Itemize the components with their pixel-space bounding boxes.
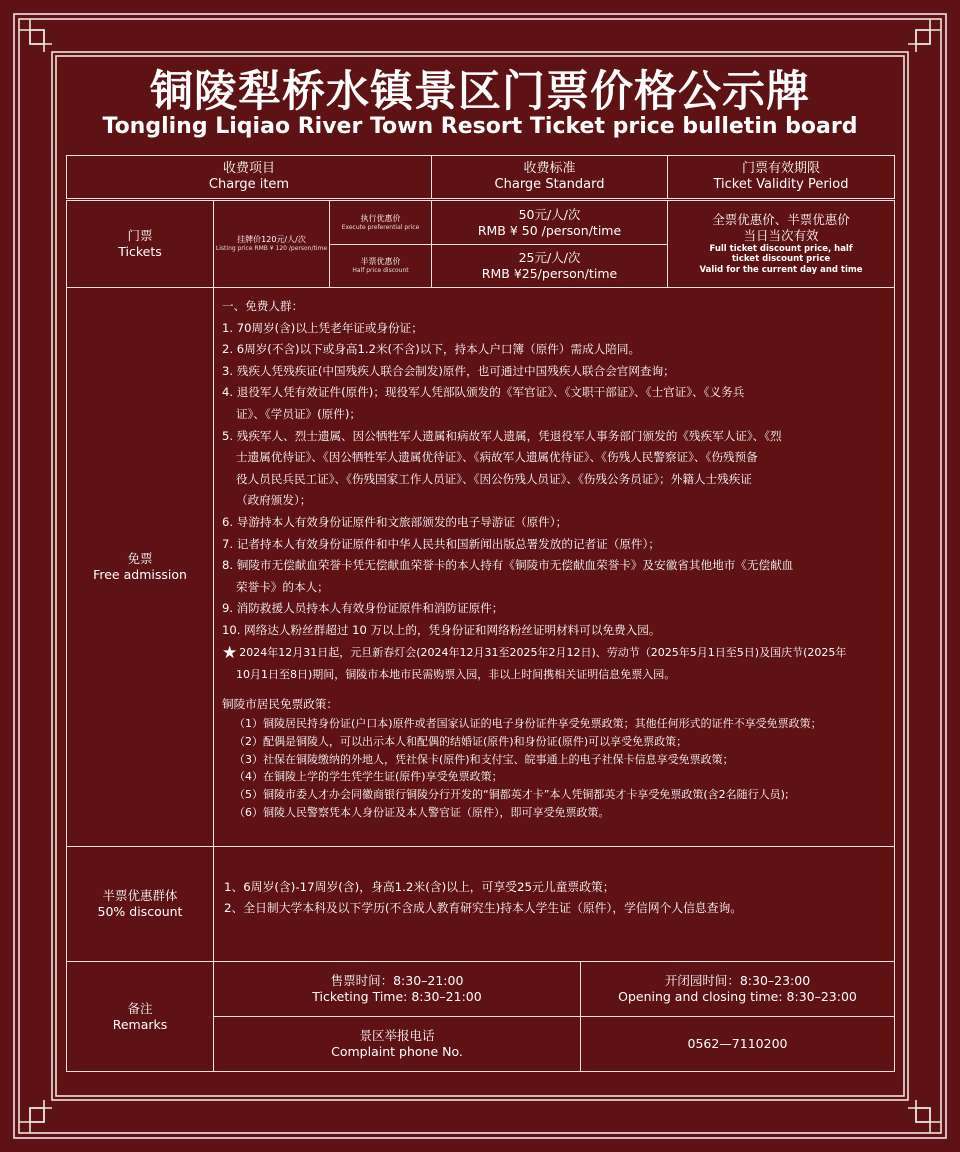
validity-en-2: ticket discount price xyxy=(731,254,831,265)
header-charge-item-cn: 收费项目 xyxy=(222,160,275,176)
complaint-phone xyxy=(580,1016,895,1072)
validity-en-1: Full ticket discount price, half xyxy=(709,243,853,254)
resident-policy: （2）配偶是铜陵人，可以出示本人和配偶的结婚证(原件)和身份证(原件)可以享受免票政策； xyxy=(234,734,688,748)
listing-price-cn: 挂牌价120元/人/次 xyxy=(237,235,306,245)
free-label-en: Free admission xyxy=(93,567,187,582)
listing-price xyxy=(213,200,330,288)
header-charge-item-en: Charge item xyxy=(208,177,290,192)
half-discount-content xyxy=(213,846,895,962)
free-item: 1. 70周岁(含)以上凭老年证或身份证； xyxy=(222,320,423,335)
header-charge-item xyxy=(66,155,432,199)
free-admission-content xyxy=(213,287,895,847)
half-discount-item: 2、全日制大学本科及以下学历(不含成人教育研究生)持本人学生证（原件），学信网个人信息查询。 xyxy=(224,900,743,915)
preferential-price-en: RMB ¥ 50 /person/time xyxy=(477,222,622,238)
spacer xyxy=(222,686,884,694)
tickets-label-cn: 门票 xyxy=(127,228,153,244)
preferential-label-en: Execute preferential price xyxy=(341,223,420,231)
half-discount-label-en: 50% discount xyxy=(97,904,183,919)
holiday-notice xyxy=(222,642,884,664)
complaint-label xyxy=(213,1016,581,1072)
tickets-label xyxy=(66,200,214,288)
preferential-label xyxy=(329,200,432,245)
header-charge-standard xyxy=(431,155,668,199)
opening-time-cn: 开闭园时间：8:30–23:00 xyxy=(664,973,811,989)
page-subtitle: Tongling Liqiao River Town Resort Ticket price bulletin board xyxy=(102,114,858,139)
free-item: 2. 6周岁(不含)以下或身高1.2米(不含)以下，持本人户口簿（原件）需成人陪同。 xyxy=(222,342,641,357)
preferential-price xyxy=(431,200,668,245)
free-item: 3. 残疾人凭残疾证(中国残疾人联合会制发)原件，也可通过中国残疾人联合会官网查询； xyxy=(222,363,675,378)
complaint-phone-number: 0562—7110200 xyxy=(687,1036,788,1052)
validity-cn-2: 当日当次有效 xyxy=(743,228,819,244)
header-validity-en: Ticket Validity Period xyxy=(713,177,849,192)
resident-policy: （5）铜陵市委人才办会同徽商银行铜陵分行开发的“铜都英才卡”本人凭铜都英才卡享受免票政策(含2名随行人员); xyxy=(234,788,789,802)
free-item: 10. 网络达人粉丝群超过 10 万以上的，凭身份证和网络粉丝证明材料可以免费入园。 xyxy=(222,622,661,637)
half-price-en: RMB ¥25/person/time xyxy=(481,266,618,281)
remarks-label-en: Remarks xyxy=(112,1016,168,1032)
ticketing-time-cn: 售票时间：8:30–21:00 xyxy=(330,973,464,989)
free-item: 8. 铜陵市无偿献血荣誉卡凭无偿献血荣誉卡的本人持有《铜陵市无偿献血荣誉卡》及安徽省其他地市《无偿献血 xyxy=(222,558,794,573)
free-item: 荣誉卡》的本人； xyxy=(236,579,329,594)
complaint-label-cn: 景区举报电话 xyxy=(359,1028,435,1044)
half-price xyxy=(431,244,668,288)
star-icon: ★ xyxy=(222,642,238,663)
header-validity-cn: 门票有效期限 xyxy=(741,160,820,176)
free-item: （政府颁发）； xyxy=(236,493,312,508)
free-admission-label xyxy=(66,287,214,847)
half-price-label-cn: 半票优惠价 xyxy=(360,257,401,267)
free-item: 士遗属优待证》、《因公牺牲军人遗属优待证》、《病故军人遗属优待证》、《伤残人民警察证》、《伤残预备 xyxy=(236,450,758,465)
half-price-label xyxy=(329,244,432,288)
free-item: 9. 消防救援人员持本人有效身份证原件和消防证原件； xyxy=(222,601,504,616)
ticketing-time xyxy=(213,961,581,1017)
resident-policy: （1）铜陵居民持身份证(户口本)原件或者国家认证的电子身份证件享受免票政策；其他任何形式的证件不享受免票政策； xyxy=(234,717,822,731)
holiday-notice-line1: 2024年12月31日起，元旦新春灯会(2024年12月31至2025年2月12日)、劳动节（2025年5月1日至5日)及国庆节(2025年 xyxy=(239,645,847,659)
half-price-label-en: Half price discount xyxy=(352,267,409,275)
holiday-notice-line2: 10月1日至8日)期间，铜陵市本地市民需购票入园，非以上时间携相关证明信息免票入园。 xyxy=(236,667,676,681)
header-charge-standard-cn: 收费标准 xyxy=(523,160,576,176)
half-discount-label-cn: 半票优惠群体 xyxy=(102,888,178,904)
free-item: 役人员民兵民工证》、《伤残国家工作人员证》、《因公伤残人员证》、《伤残公务员证》；外籍人士残疾证 xyxy=(236,471,752,486)
opening-time-en: Opening and closing time: 8:30–23:00 xyxy=(618,989,857,1004)
resident-policy: （4）在铜陵上学的学生凭学生证(原件)享受免票政策； xyxy=(234,770,503,784)
ticket-validity xyxy=(667,200,895,288)
complaint-label-en: Complaint phone No. xyxy=(331,1044,463,1059)
ticketing-time-en: Ticketing Time: 8:30–21:00 xyxy=(312,989,482,1004)
half-price-cn: 25元/人/次 xyxy=(518,250,581,266)
free-item: 证》、《学员证》(原件)； xyxy=(236,406,361,421)
free-item: 6. 导游持本人有效身份证原件和文旅部颁发的电子导游证（原件）； xyxy=(222,514,568,529)
free-item: 5. 残疾军人、烈士遗属、因公牺牲军人遗属和病故军人遗属，凭退役军人事务部门颁发的《残疾军人证》、《烈 xyxy=(222,428,782,443)
remarks-label-cn: 备注 xyxy=(127,1000,153,1016)
header-charge-standard-en: Charge Standard xyxy=(494,177,605,192)
page-title: 铜陵犁桥水镇景区门票价格公示牌 xyxy=(150,67,810,117)
half-discount-label xyxy=(66,846,214,962)
half-discount-item: 1、6周岁(含)-17周岁(含)，身高1.2米(含)以上，可享受25元儿童票政策； xyxy=(224,880,615,894)
preferential-price-cn: 50元/人/次 xyxy=(518,206,581,222)
free-label-cn: 免票 xyxy=(127,551,153,567)
opening-time xyxy=(580,961,895,1017)
residents-heading: 铜陵市居民免票政策： xyxy=(222,696,338,711)
header-validity xyxy=(667,155,895,199)
preferential-label-cn: 执行优惠价 xyxy=(360,213,401,223)
resident-policy: （3）社保在铜陵缴纳的外地人，凭社保卡(原件)和支付宝、皖事通上的电子社保卡信息享受免票政策； xyxy=(234,752,734,766)
free-item: 4. 退役军人凭有效证件(原件)；现役军人凭部队颁发的《军官证》、《文职干部证》、《士官证》、《义务兵 xyxy=(222,385,745,400)
resident-policy: （6）铜陵人民警察凭本人身份证及本人警官证（原件），即可享受免票政策。 xyxy=(234,806,610,820)
free-heading: 一、免费人群： xyxy=(222,299,304,313)
remarks-label xyxy=(66,961,214,1072)
validity-cn-1: 全票优惠价、半票优惠价 xyxy=(712,212,850,228)
tickets-label-en: Tickets xyxy=(118,244,162,259)
validity-en-3: Valid for the current day and time xyxy=(699,264,863,275)
free-item: 7. 记者持本人有效身份证原件和中华人民共和国新闻出版总署发放的记者证（原件）； xyxy=(222,536,660,551)
listing-price-en: Listing price RMB ¥ 120 /person/time xyxy=(215,245,328,253)
